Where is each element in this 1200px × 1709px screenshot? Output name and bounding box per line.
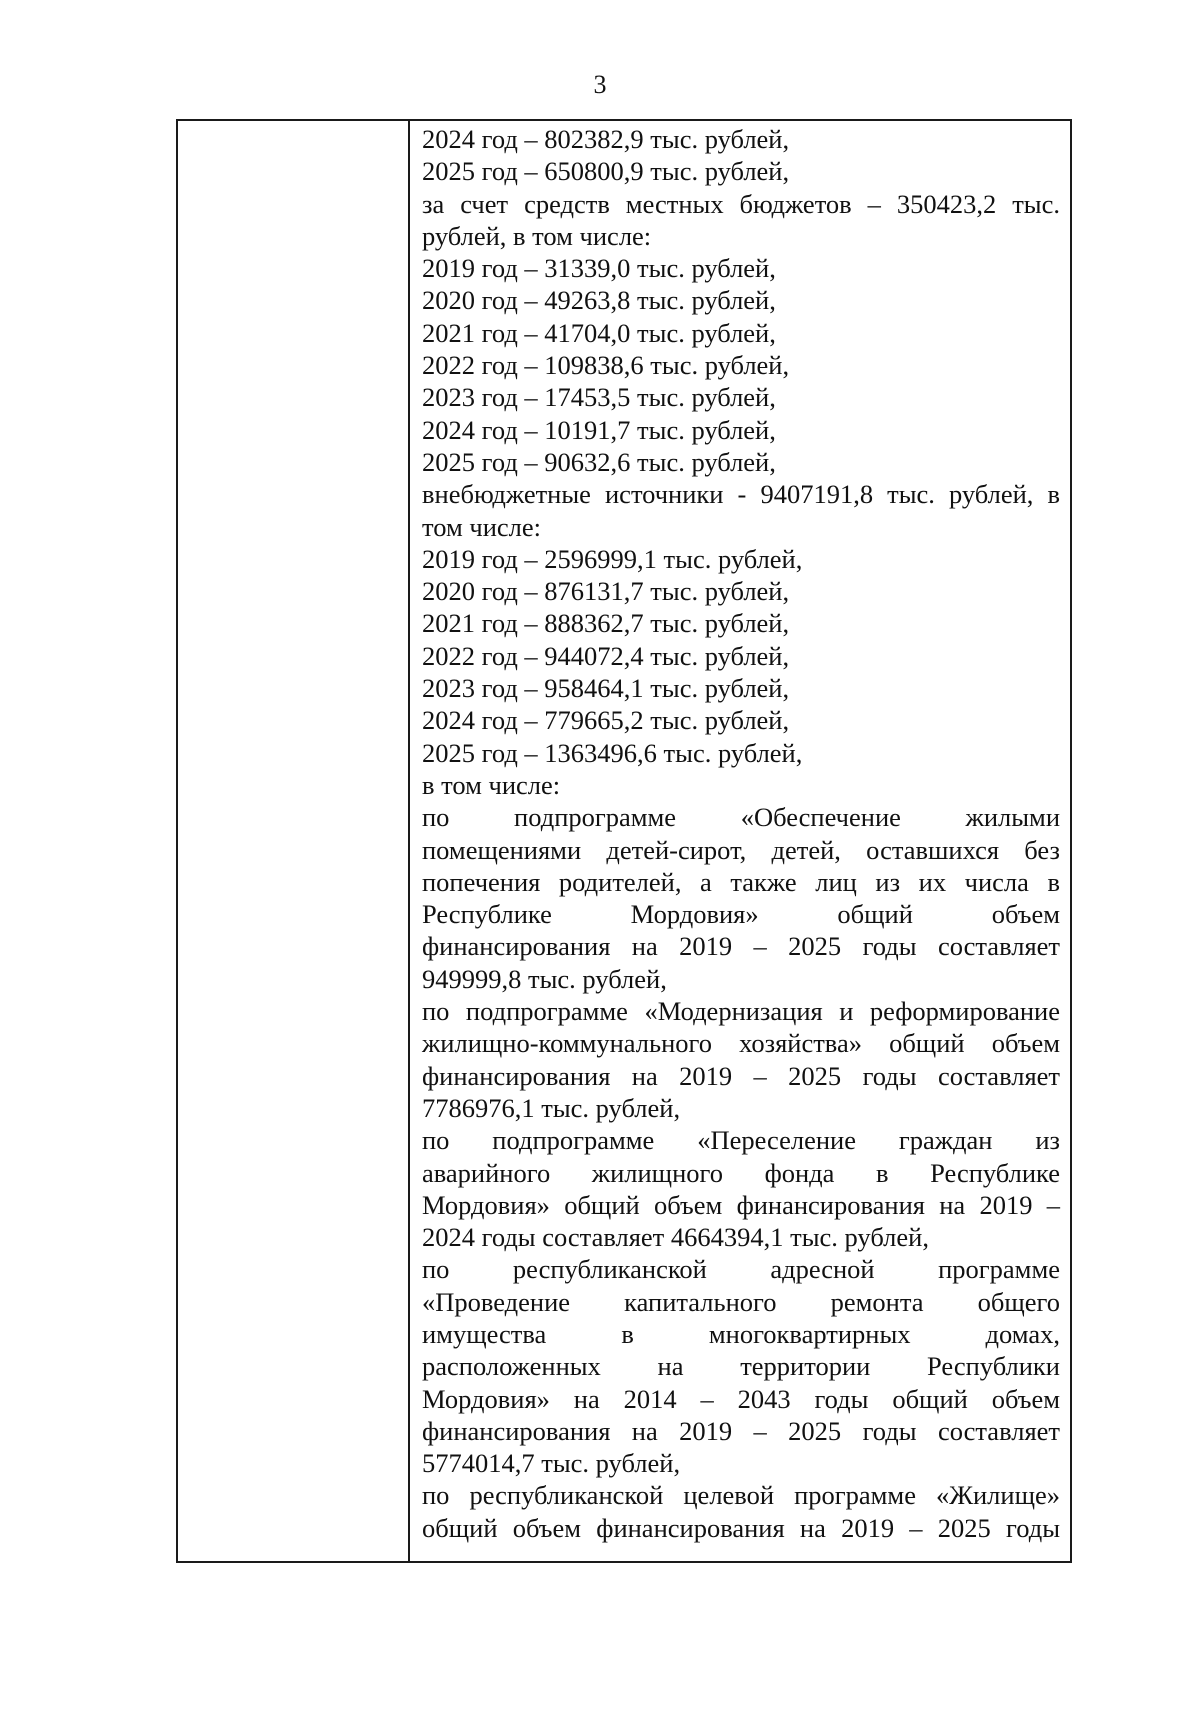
text-line: 2024 год – 779665,2 тыс. рублей,	[422, 705, 790, 736]
page-number: 3	[593, 70, 607, 99]
text-line: жилищно-коммунального хозяйства» общий объем	[422, 1028, 1060, 1059]
text-line: 2024 годы составляет 4664394,1 тыс. рублей,	[422, 1222, 929, 1253]
table-right-cell	[412, 121, 1070, 1561]
text-line: рублей, в том числе:	[422, 220, 652, 251]
text-line: 949999,8 тыс. рублей,	[422, 963, 667, 994]
text-line: 2025 год – 650800,9 тыс. рублей,	[422, 156, 790, 187]
text-line: 2022 год – 109838,6 тыс. рублей,	[422, 350, 790, 381]
text-line: финансирования на 2019 – 2025 годы составляет	[422, 931, 1060, 962]
text-line: финансирования на 2019 – 2025 годы составляет	[422, 1060, 1060, 1091]
text-line: 7786976,1 тыс. рублей,	[422, 1092, 681, 1123]
text-line: 2023 год – 958464,1 тыс. рублей,	[422, 673, 790, 704]
text-line: 2020 год – 49263,8 тыс. рублей,	[422, 285, 776, 316]
text-line: 2022 год – 944072,4 тыс. рублей,	[422, 640, 790, 671]
text-line: имущества в многоквартирных домах,	[422, 1318, 1060, 1349]
text-line: по подпрограмме «Модернизация и реформирование	[422, 996, 1060, 1027]
text-line: 2020 год – 876131,7 тыс. рублей,	[422, 576, 790, 607]
table-left-cell	[178, 121, 410, 1561]
text-line: попечения родителей, а также лиц из их числа в	[422, 866, 1060, 897]
text-line: Мордовия» на 2014 – 2043 годы общий объем	[422, 1383, 1060, 1414]
document-table	[176, 119, 1072, 1563]
text-line: 2023 год – 17453,5 тыс. рублей,	[422, 382, 776, 413]
text-line: внебюджетные источники - 9407191,8 тыс. рублей, в	[422, 479, 1060, 510]
text-line: по республиканской целевой программе «Жилище»	[422, 1480, 1060, 1511]
text-line: общий объем финансирования на 2019 – 2025 годы	[422, 1512, 1060, 1543]
text-line: расположенных на территории Республики	[422, 1351, 1060, 1382]
text-line: финансирования на 2019 – 2025 годы составляет	[422, 1415, 1060, 1446]
text-line: 2025 год – 90632,6 тыс. рублей,	[422, 446, 776, 477]
text-line: том числе:	[422, 511, 541, 542]
text-line: 5774014,7 тыс. рублей,	[422, 1448, 681, 1479]
text-line: 2019 год – 31339,0 тыс. рублей,	[422, 253, 776, 284]
text-line: «Проведение капитального ремонта общего	[422, 1286, 1060, 1317]
text-line: по подпрограмме «Переселение граждан из	[422, 1125, 1060, 1156]
text-line: Республике Мордовия» общий объем	[422, 899, 1060, 930]
text-line: 2019 год – 2596999,1 тыс. рублей,	[422, 543, 803, 574]
text-line: за счет средств местных бюджетов – 350423,2 тыс.	[422, 188, 1060, 219]
text-line: 2021 год – 41704,0 тыс. рублей,	[422, 317, 776, 348]
text-line: 2024 год – 10191,7 тыс. рублей,	[422, 414, 776, 445]
text-line: аварийного жилищного фонда в Республике	[422, 1157, 1060, 1188]
text-line: в том числе:	[422, 769, 561, 800]
text-line: 2024 год – 802382,9 тыс. рублей,	[422, 124, 790, 154]
text-line: 2021 год – 888362,7 тыс. рублей,	[422, 608, 790, 639]
text-line: помещениями детей-сирот, детей, оставшихся без	[422, 834, 1060, 865]
text-line: по подпрограмме «Обеспечение жилыми	[422, 802, 1060, 833]
text-line: 2025 год – 1363496,6 тыс. рублей,	[422, 737, 803, 768]
text-line: по республиканской адресной программе	[422, 1254, 1060, 1285]
text-line: Мордовия» общий объем финансирования на 2019 –	[422, 1189, 1060, 1220]
